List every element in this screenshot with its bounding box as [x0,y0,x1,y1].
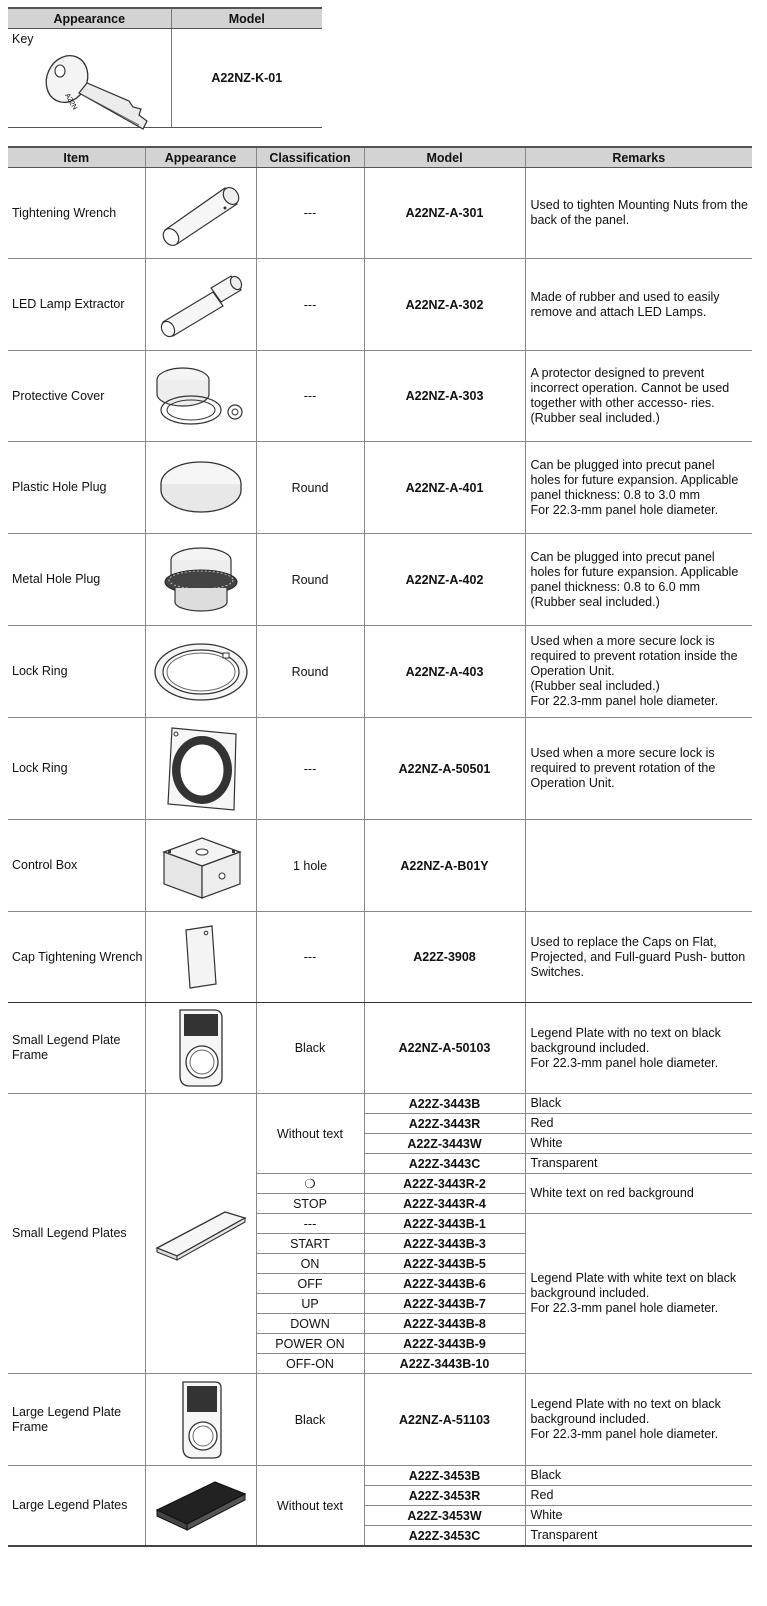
table-row [8,168,752,259]
classification: OFF [256,1274,364,1294]
classification: --- [256,351,364,442]
table-row [8,912,752,1003]
model: A22NZ-A-401 [364,442,525,534]
large-frame-icon [171,1378,231,1462]
table-row [8,820,752,912]
model: A22NZ-A-303 [364,351,525,442]
key-table [8,7,322,128]
remarks: Legend Plate with white text on black background included. For 22.3-mm panel hole diameter. [525,1214,752,1374]
model: A22Z-3453R [364,1486,525,1506]
remarks: Legend Plate with no text on black background included. For 22.3-mm panel hole diameter. [525,1374,752,1466]
item-name: LED Lamp Extractor [8,259,145,351]
model: A22NZ-A-50501 [364,718,525,820]
classification: Round [256,626,364,718]
model: A22Z-3443B-9 [364,1334,525,1354]
classification: Without text [256,1094,364,1174]
model: A22Z-3443R-2 [364,1174,525,1194]
item-name: Small Legend Plate Frame [8,1003,145,1094]
table-row [8,442,752,534]
model: A22Z-3453C [364,1526,525,1547]
remarks: White [525,1134,752,1154]
model: A22Z-3453W [364,1506,525,1526]
svg-text:A22N: A22N [63,92,79,112]
remarks: Transparent [525,1154,752,1174]
table-row [8,1094,752,1114]
small-frame-icon [166,1006,236,1090]
lamp-extractor-icon [153,270,249,340]
classification: OFF-ON [256,1354,364,1374]
key-table-header [8,8,322,29]
classification: Round [256,442,364,534]
header-classification: Classification [256,147,364,168]
remarks: Used to tighten Mounting Nuts from the back of the panel. [525,168,752,259]
item-name: Large Legend Plates [8,1466,145,1547]
remarks: Used to replace the Caps on Flat, Projected, and Full-guard Push- button Switches. [525,912,752,1003]
remarks: Black [525,1466,752,1486]
model: A22Z-3443B-7 [364,1294,525,1314]
remarks: Red [525,1486,752,1506]
header-model: Model [171,8,322,29]
model: A22NZ-A-302 [364,259,525,351]
lock-ring-square-icon [158,724,244,814]
table-row [8,626,752,718]
control-box-icon [158,828,244,904]
classification: UP [256,1294,364,1314]
key-model: A22NZ-K-01 [171,29,322,128]
key-label: Key [12,32,34,46]
remarks: Can be plugged into precut panel holes for future expansion. Applicable panel thickness: 0.8 to 6.0 mm (Rubber seal included.) [525,534,752,626]
model: A22Z-3443B-1 [364,1214,525,1234]
model: A22Z-3443B-8 [364,1314,525,1334]
classification: Round [256,534,364,626]
model: A22NZ-A-403 [364,626,525,718]
model: A22NZ-A-402 [364,534,525,626]
header-model: Model [364,147,525,168]
metal-plug-icon [158,542,244,618]
table-row [8,351,752,442]
item-name: Lock Ring [8,718,145,820]
classification: DOWN [256,1314,364,1334]
remarks: White [525,1506,752,1526]
remarks: Made of rubber and used to easily remove and attach LED Lamps. [525,259,752,351]
classification: --- [256,1214,364,1234]
classification: Black [256,1374,364,1466]
remarks: Black [525,1094,752,1114]
classification: 1 hole [256,820,364,912]
table-row [8,259,752,351]
model: A22Z-3443B-6 [364,1274,525,1294]
model: A22Z-3443B [364,1094,525,1114]
item-name: Tightening Wrench [8,168,145,259]
key-icon [43,51,153,131]
classification: --- [256,168,364,259]
model: A22Z-3443B-5 [364,1254,525,1274]
classification: STOP [256,1194,364,1214]
lock-ring-round-icon [151,639,251,705]
header-remarks: Remarks [525,147,752,168]
classification: START [256,1234,364,1254]
small-plate-icon [153,1204,249,1264]
item-name: Lock Ring [8,626,145,718]
remarks: Red [525,1114,752,1134]
item-name: Plastic Hole Plug [8,442,145,534]
header-appearance: Appearance [145,147,256,168]
table-row [8,1003,752,1094]
model: A22NZ-A-51103 [364,1374,525,1466]
header-appearance: Appearance [8,8,171,29]
table-row [8,718,752,820]
classification: Without text [256,1466,364,1547]
classification: Black [256,1003,364,1094]
item-name: Cap Tightening Wrench [8,912,145,1003]
classification: --- [256,259,364,351]
classification: --- [256,912,364,1003]
cap-wrench-icon [176,924,226,990]
remarks: Legend Plate with no text on black background included. For 22.3-mm panel hole diameter. [525,1003,752,1094]
remarks: Can be plugged into precut panel holes for future expansion. Applicable panel thickness: 0.8 to 3.0 mm For 22.3-mm panel hole diameter. [525,442,752,534]
plastic-plug-icon [153,458,249,518]
accessories-header [8,147,752,168]
item-name: Large Legend Plate Frame [8,1374,145,1466]
table-row [8,1466,752,1486]
remarks: Used when a more secure lock is required to prevent rotation of the Operation Unit. [525,718,752,820]
accessories-table [8,146,752,1547]
item-name: Metal Hole Plug [8,534,145,626]
table-row [8,1374,752,1466]
key-row [8,29,322,128]
model: A22NZ-A-301 [364,168,525,259]
model: A22Z-3443R [364,1114,525,1134]
model: A22Z-3453B [364,1466,525,1486]
header-item: Item [8,147,145,168]
wrench-tube-icon [153,178,249,248]
item-name: Small Legend Plates [8,1094,145,1374]
remarks: Used when a more secure lock is required to prevent rotation inside the Operation Unit. (Rubber seal included.) For 22.3-mm panel hole diameter. [525,626,752,718]
model: A22Z-3443B-10 [364,1354,525,1374]
model: A22NZ-A-B01Y [364,820,525,912]
remarks: Transparent [525,1526,752,1547]
classification: --- [256,718,364,820]
item-name: Control Box [8,820,145,912]
classification: ON [256,1254,364,1274]
model: A22Z-3443W [364,1134,525,1154]
model: A22NZ-A-50103 [364,1003,525,1094]
large-plate-icon [153,1476,249,1536]
model: A22Z-3443R-4 [364,1194,525,1214]
table-row [8,534,752,626]
model: A22Z-3443B-3 [364,1234,525,1254]
classification: ❍ [256,1174,364,1194]
remarks [525,820,752,912]
model: A22Z-3443C [364,1154,525,1174]
remarks: A protector designed to prevent incorrect operation. Cannot be used together with other accesso- ries. (Rubber seal included.) [525,351,752,442]
model: A22Z-3908 [364,912,525,1003]
classification: POWER ON [256,1334,364,1354]
protective-cover-icon [151,358,251,434]
remarks: White text on red background [525,1174,752,1214]
item-name: Protective Cover [8,351,145,442]
